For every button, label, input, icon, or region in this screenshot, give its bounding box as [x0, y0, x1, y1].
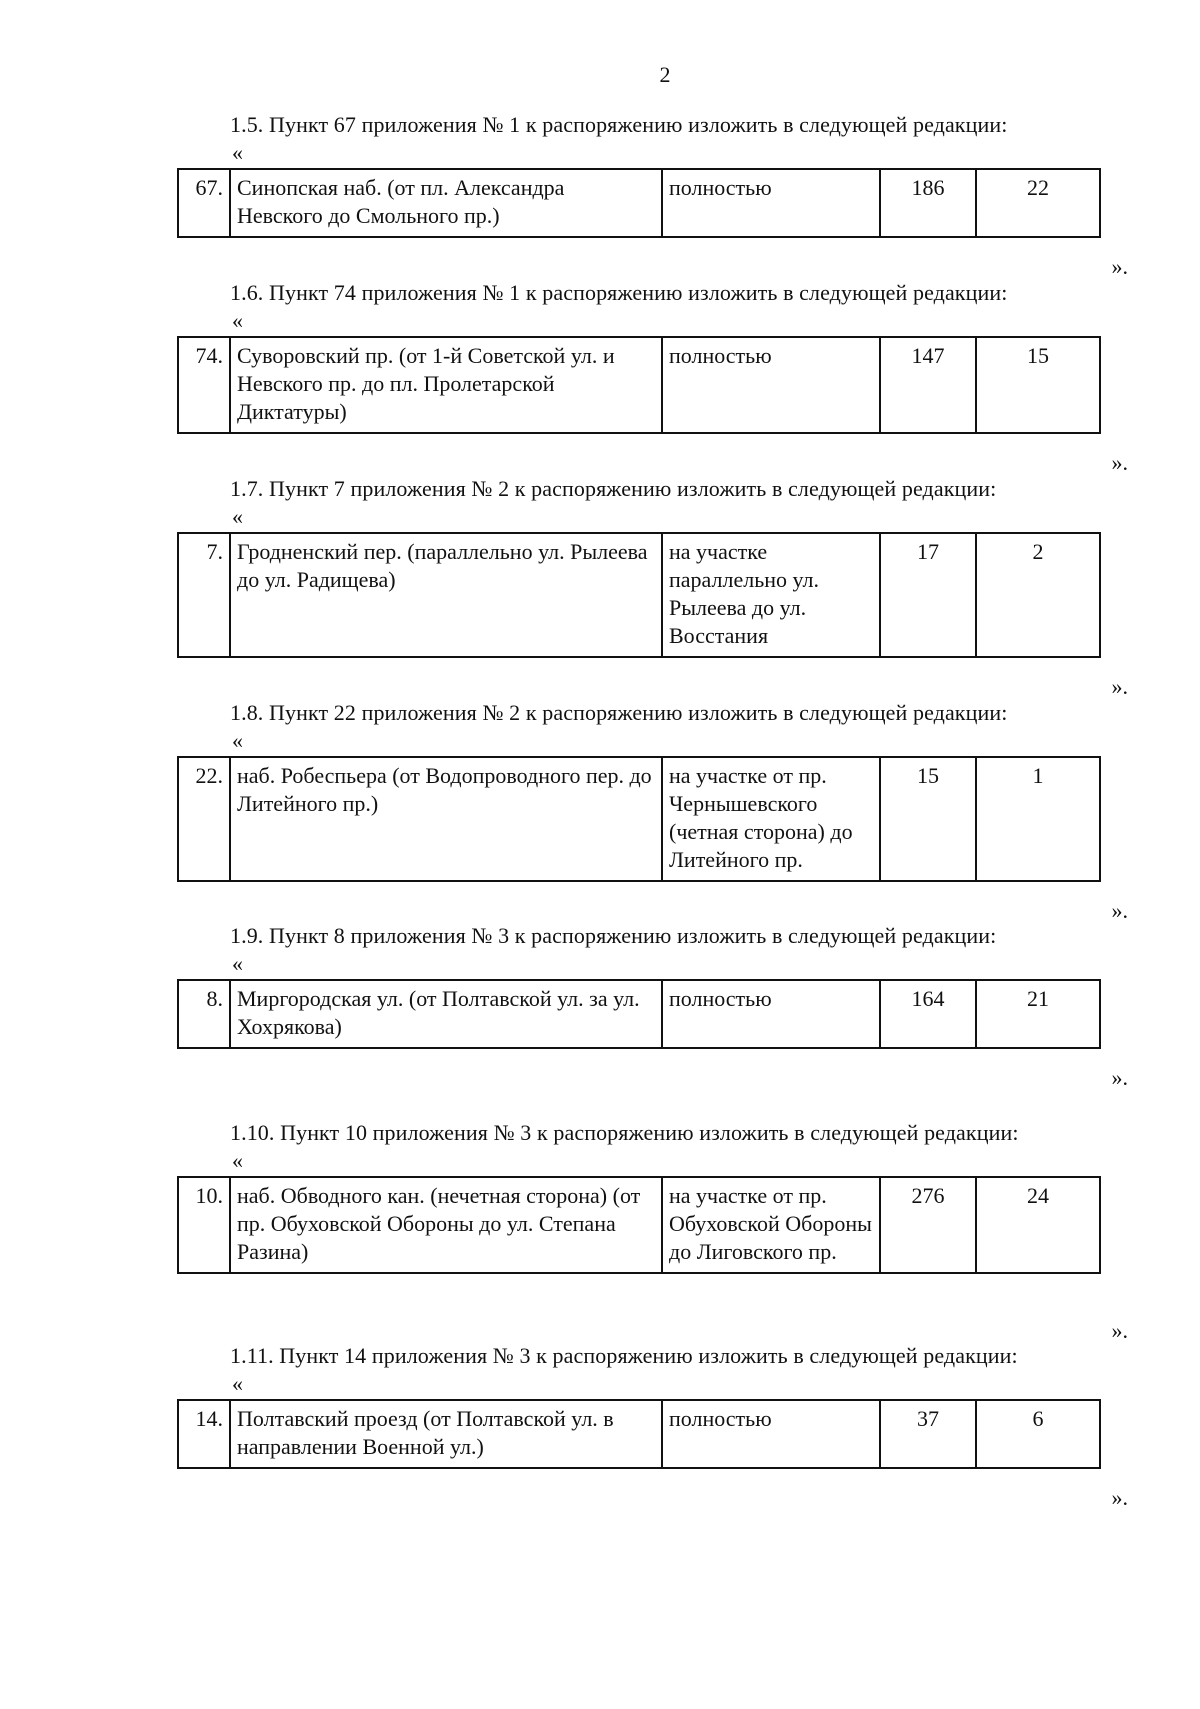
value-2: 24: [976, 1177, 1100, 1273]
amendment-heading: 1.8. Пункт 22 приложения № 2 к распоряжению изложить в следующей редакции:: [230, 700, 1008, 725]
street-description: Синопская наб. (от пл. Александра Невского до Смольного пр.): [230, 169, 662, 237]
street-table: [177, 532, 1101, 658]
value-2: 6: [976, 1400, 1100, 1468]
closing-quote: ».: [1111, 1065, 1128, 1090]
item-number: 22.: [178, 757, 230, 881]
street-table: [177, 979, 1101, 1049]
value-1: 276: [880, 1177, 976, 1273]
opening-quote: «: [232, 951, 243, 976]
closing-quote: ».: [1111, 254, 1128, 279]
item-number: 7.: [178, 533, 230, 657]
street-description: наб. Робеспьера (от Водопроводного пер. до Литейного пр.): [230, 757, 662, 881]
value-1: 147: [880, 337, 976, 433]
closing-quote: ».: [1111, 898, 1128, 923]
street-table: [177, 336, 1101, 434]
street-table: [177, 756, 1101, 882]
opening-quote: «: [232, 728, 243, 753]
amendment-heading: 1.11. Пункт 14 приложения № 3 к распоряжению изложить в следующей редакции:: [230, 1343, 1018, 1368]
closing-quote: ».: [1111, 1485, 1128, 1510]
value-2: 15: [976, 337, 1100, 433]
item-number: 14.: [178, 1400, 230, 1468]
value-1: 37: [880, 1400, 976, 1468]
closing-quote: ».: [1111, 1318, 1128, 1343]
opening-quote: «: [232, 1148, 243, 1173]
amendment-heading: 1.10. Пункт 10 приложения № 3 к распоряжению изложить в следующей редакции:: [230, 1120, 1019, 1145]
extent: полностью: [662, 337, 880, 433]
opening-quote: «: [232, 308, 243, 333]
closing-quote: ».: [1111, 450, 1128, 475]
table-row: [178, 980, 1100, 1048]
opening-quote: «: [232, 504, 243, 529]
value-1: 186: [880, 169, 976, 237]
table-row: [178, 533, 1100, 657]
street-description: Миргородская ул. (от Полтавской ул. за ул. Хохрякова): [230, 980, 662, 1048]
street-description: Гродненский пер. (параллельно ул. Рылеева до ул. Радищева): [230, 533, 662, 657]
page-number: 2: [659, 62, 671, 87]
extent: на участке параллельно ул. Рылеева до ул. Восстания: [662, 533, 880, 657]
extent: на участке от пр. Обуховской Обороны до Лиговского пр.: [662, 1177, 880, 1273]
item-number: 67.: [178, 169, 230, 237]
value-2: 22: [976, 169, 1100, 237]
extent: полностью: [662, 1400, 880, 1468]
extent: полностью: [662, 980, 880, 1048]
item-number: 8.: [178, 980, 230, 1048]
item-number: 10.: [178, 1177, 230, 1273]
street-table: [177, 1399, 1101, 1469]
value-2: 2: [976, 533, 1100, 657]
street-description: наб. Обводного кан. (нечетная сторона) (от пр. Обуховской Обороны до ул. Степана Разина): [230, 1177, 662, 1273]
table-row: [178, 757, 1100, 881]
table-row: [178, 169, 1100, 237]
value-1: 15: [880, 757, 976, 881]
amendment-heading: 1.6. Пункт 74 приложения № 1 к распоряжению изложить в следующей редакции:: [230, 280, 1008, 305]
closing-quote: ».: [1111, 674, 1128, 699]
table-row: [178, 1177, 1100, 1273]
value-1: 17: [880, 533, 976, 657]
street-description: Суворовский пр. (от 1-й Советской ул. и Невского пр. до пл. Пролетарской Диктатуры): [230, 337, 662, 433]
opening-quote: «: [232, 1371, 243, 1396]
value-2: 21: [976, 980, 1100, 1048]
opening-quote: «: [232, 140, 243, 165]
table-row: [178, 1400, 1100, 1468]
street-description: Полтавский проезд (от Полтавской ул. в направлении Военной ул.): [230, 1400, 662, 1468]
value-2: 1: [976, 757, 1100, 881]
street-table: [177, 168, 1101, 238]
extent: на участке от пр. Чернышевского (четная сторона) до Литейного пр.: [662, 757, 880, 881]
table-row: [178, 337, 1100, 433]
street-table: [177, 1176, 1101, 1274]
value-1: 164: [880, 980, 976, 1048]
amendment-heading: 1.5. Пункт 67 приложения № 1 к распоряжению изложить в следующей редакции:: [230, 112, 1008, 137]
amendment-heading: 1.9. Пункт 8 приложения № 3 к распоряжению изложить в следующей редакции:: [230, 923, 997, 948]
amendment-heading: 1.7. Пункт 7 приложения № 2 к распоряжению изложить в следующей редакции:: [230, 476, 997, 501]
item-number: 74.: [178, 337, 230, 433]
extent: полностью: [662, 169, 880, 237]
